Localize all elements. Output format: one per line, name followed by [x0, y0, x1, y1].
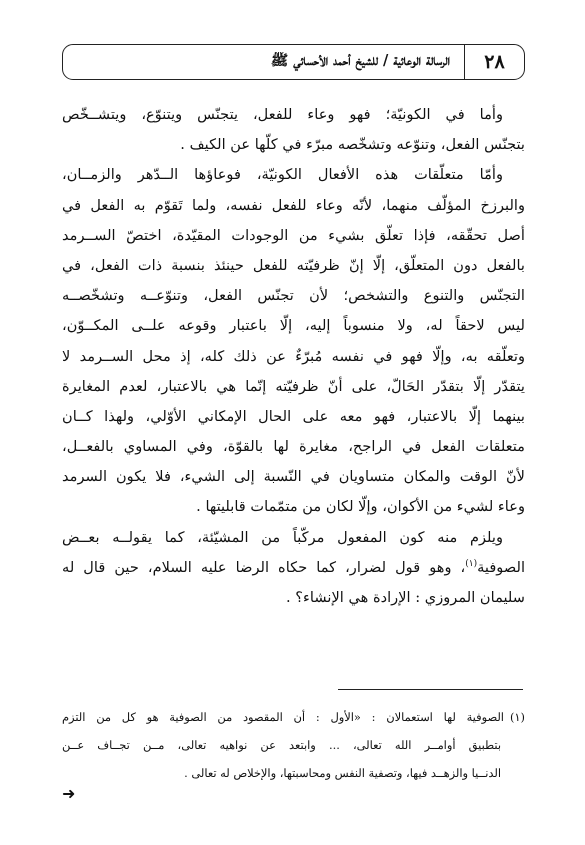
footnote-marker: (١): [509, 710, 525, 724]
page-number: ٢٨: [464, 45, 524, 79]
text-line: متعلقات الفعل في الراجح، مغايرة لها بالقوّة، وفي المساوي بالفعــل،: [62, 438, 525, 456]
text-line: بينهما إلّا بالاعتبار، فهو معه على الحال الإمكاني الأوّلي، ولهذا كــان: [62, 407, 525, 425]
footnote-line: بتطبيق أوامــر الله تعالى، ... وابتعد عن نواهيه تعالى، مــن تجــاف عــن: [62, 738, 501, 752]
text-line: أصل تحقّقه، فإذا تعلّق بشيء من الوجودات المقيّدة، اختصّ الســرمد: [62, 226, 525, 244]
running-title: الرسالة الوعائية / للشيخ أحمد الأحسائي ﷺ: [270, 51, 450, 69]
text-line: سليمان المروزي : الإرادة هي الإنشاء؟ .: [286, 589, 525, 606]
footnote-line: الدنــيا والزهــد فيها، وتصفية النفس ومحاسبتها، والإخلاص له تعالى .: [184, 766, 501, 780]
text-line: بتجنّس الفعل، وتنوّعه وتشخّصه مبرّء في كلّها عن الكيف .: [180, 136, 525, 154]
text-line: والبرزخ المؤلّف منهما، لأنّه وعاء للفعل نفسه، ولما تَقوّم به الفعل في: [62, 196, 525, 214]
footnote-reference[interactable]: (١): [465, 558, 478, 569]
text-line: وتعلّقه به، وإلّا فهو في نفسه مُبرّءٌ عن ذلك كله، إذ محل الســرمد لا: [62, 347, 525, 365]
main-text: [62, 100, 525, 613]
continue-arrow-icon: ➜: [62, 784, 76, 803]
text-line: وعاء لشيء من الأكوان، وإلّا لكان من متمّمات قابليتها .: [196, 498, 525, 516]
text-line: الصوفية$^{(١)}$، وهو قول لضرار، كما حكاه الرضا عليه السلام، حين قال له: [62, 558, 525, 576]
text-line: وأمّا متعلّقات هذه الأفعال الكونيّة، فوعاؤها الــدّهر والزمــان،: [62, 166, 503, 184]
text-line: وأما في الكونيّة؛ فهو وعاء للفعل، يتجنّس ويتنوّع، ويتشــخّص: [62, 106, 503, 123]
footnotes: [62, 703, 525, 787]
text-line: يتقدّر إلّا بتقدّر الحَالّ، على أنّ ظرفيّته إنّما هي بالاعتبار، لعدم المغايرة: [62, 377, 525, 395]
footnote-line: (١)الصوفية لها استعمالان : «الأول : أن المقصود من الصوفية هو كل من التزم: [62, 710, 525, 724]
text-line: بالفعل دون المتعلّق، إلّا إنّ ظرفيّته للفعل حينئذ بنسبة ذات الفعل، في: [62, 256, 525, 274]
footnote-separator: [338, 689, 523, 690]
text-line: التجنّس والتنوع والتشخص؛ لأن تجنّس الفعل، وتنوّعــه وتشخّصــه: [62, 287, 525, 305]
text-line: لأنّ الوقت والمكان متساويان في النّسبة إلى الشيء، فلا يكون السرمد: [62, 468, 525, 486]
running-header: [62, 44, 525, 80]
text-line: ليس لاحقاً له، ولا منسوباً إليه، إلّا باعتبار وقوعه علــى المكــوّن،: [62, 317, 525, 335]
text-line: ويلزم منه كون المفعول مركّباً من المشيّئة، كما يقولــه بعــض: [62, 528, 503, 546]
